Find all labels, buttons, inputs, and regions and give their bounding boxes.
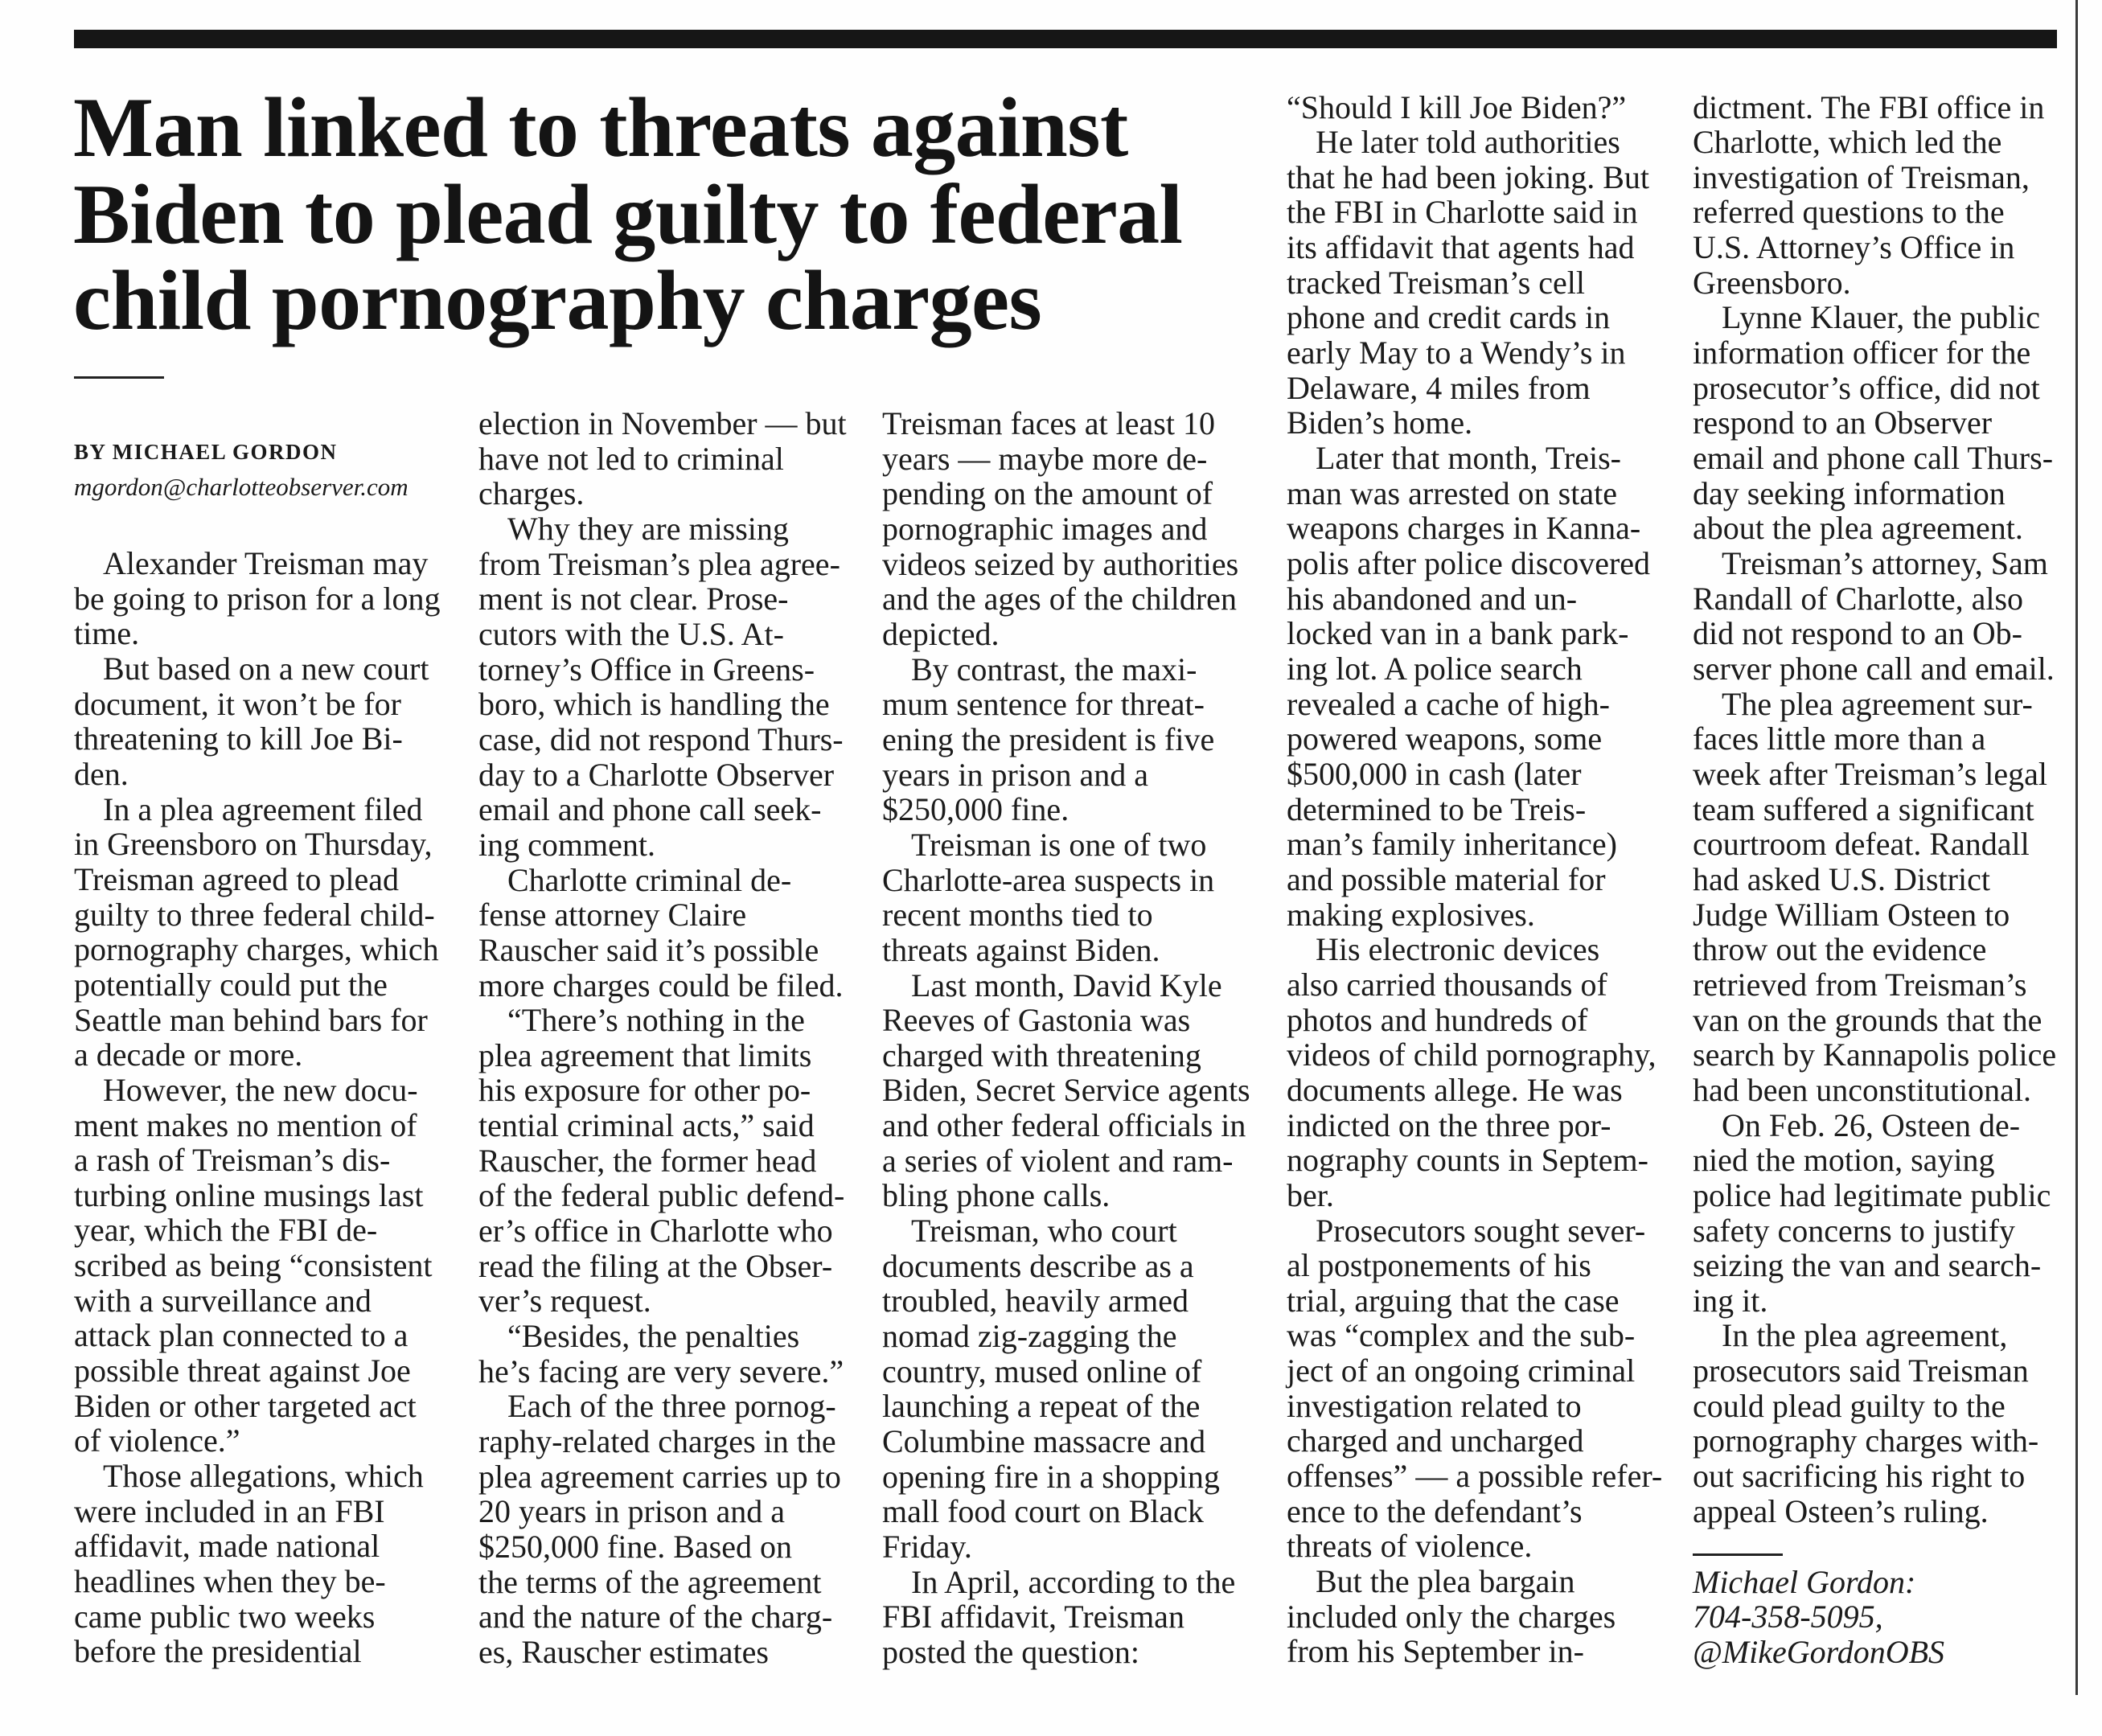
article-text-line: his abandoned and un- xyxy=(1287,580,1578,617)
article-text-line: information officer for the xyxy=(1693,334,2031,371)
article-text-line: Biden’s home. xyxy=(1287,404,1473,441)
article-text-line: Rauscher said it’s possible xyxy=(478,931,819,968)
article-text-line: Last month, David Kyle xyxy=(911,966,1222,1003)
article-text-line: depicted. xyxy=(882,615,1000,652)
article-text-line: referred questions to the xyxy=(1693,194,2005,231)
author-signoff xyxy=(1693,1565,1944,1670)
article-text-line: ject of an ongoing criminal xyxy=(1287,1352,1636,1389)
column-rule-right xyxy=(2075,0,2078,1695)
article-text-line: appeal Osteen’s ruling. xyxy=(1693,1492,1989,1529)
article-text-line: Biden, Secret Service agents xyxy=(882,1072,1250,1109)
article-text-line: es, Rauscher estimates xyxy=(478,1633,769,1670)
article-text-line: that he had been joking. But xyxy=(1287,158,1650,195)
article-text-line: “There’s nothing in the xyxy=(507,1002,805,1039)
article-text-line: “Should I kill Joe Biden?” xyxy=(1287,88,1627,125)
article-text-line: polis after police discovered xyxy=(1287,545,1651,582)
article-paragraph xyxy=(1287,932,1658,1213)
article-text-line: er’s office in Charlotte who xyxy=(478,1213,833,1250)
article-text-line: potentially could put the xyxy=(74,966,388,1003)
article-text-line: guilty to three federal child- xyxy=(74,896,435,933)
article-text-line: offenses” — a possible refer- xyxy=(1287,1458,1663,1495)
article-text-line: al postponements of his xyxy=(1287,1247,1591,1284)
article-paragraph xyxy=(882,1213,1254,1565)
article-text-line: have not led to criminal xyxy=(478,440,784,477)
article-text-line: Treisman’s attorney, Sam xyxy=(1722,545,2048,582)
article-text-line: 20 years in prison and a xyxy=(478,1493,786,1530)
article-text-line: about the plea agreement. xyxy=(1693,510,2023,547)
article-text-line: powered weapons, some xyxy=(1287,720,1603,757)
article-text-line: photos and hundreds of xyxy=(1287,1001,1588,1038)
article-text-line: had been unconstitutional. xyxy=(1693,1071,2032,1108)
article-text-line: and possible material for xyxy=(1287,860,1606,897)
article-text-line: recent months tied to xyxy=(882,897,1153,934)
article-text-line: Treisman faces at least 10 xyxy=(882,405,1215,441)
article-text-line: He later told authorities xyxy=(1316,124,1620,161)
article-text-line: Later that month, Treis- xyxy=(1316,440,1621,477)
article-text-line: the terms of the agreement xyxy=(478,1563,822,1600)
article-paragraph xyxy=(478,1319,850,1389)
article-text-line: Treisman agreed to plead xyxy=(74,860,399,897)
article-text-line: its affidavit that agents had xyxy=(1287,229,1635,266)
article-text-line: cutors with the U.S. At- xyxy=(478,615,784,652)
article-column-4 xyxy=(1287,88,1663,1670)
article-text-line: But based on a new court xyxy=(103,650,429,687)
article-text-line: documents describe as a xyxy=(882,1247,1194,1284)
article-text-line: pornographic images and xyxy=(882,510,1208,547)
article-text-line: charges. xyxy=(478,475,585,512)
article-text-line: before the presidential xyxy=(74,1633,362,1670)
article-paragraph xyxy=(882,968,1254,1214)
article-text-line: ence to the defendant’s xyxy=(1287,1492,1583,1529)
article-text-line: Charlotte criminal de- xyxy=(507,861,792,898)
article-text-line: ber. xyxy=(1287,1176,1334,1213)
article-text-line: ment is not clear. Prose- xyxy=(478,581,789,618)
headline-line: Biden to plead guilty to federal xyxy=(73,166,1183,261)
article-paragraph xyxy=(478,1003,850,1319)
article-text-line: Friday. xyxy=(882,1529,972,1565)
article-paragraph xyxy=(478,863,850,1003)
article-text-line: of violence.” xyxy=(74,1422,240,1459)
article-text-line: fense attorney Claire xyxy=(478,897,747,934)
article-text-line: His electronic devices xyxy=(1316,931,1600,968)
article-text-line: videos of child pornography, xyxy=(1287,1036,1657,1073)
article-text-line: scribed as being “consistent xyxy=(74,1247,433,1284)
article-text-line: Treisman is one of two xyxy=(911,826,1207,863)
article-text-line: locked van in a bank park- xyxy=(1287,615,1629,652)
article-text-line: prosecutors said Treisman xyxy=(1693,1352,2029,1389)
article-text-line: time. xyxy=(74,615,140,652)
article-text-line: from his September in- xyxy=(1287,1633,1584,1670)
article-text-line: had asked U.S. District xyxy=(1693,860,1990,897)
article-text-line: By contrast, the maxi- xyxy=(911,650,1197,687)
article-text-line: Charlotte, which led the xyxy=(1693,124,2002,161)
article-text-line: came public two weeks xyxy=(74,1598,376,1635)
article-text-line: threats against Biden. xyxy=(882,931,1160,968)
signoff-rule xyxy=(1693,1553,1783,1556)
article-paragraph xyxy=(1287,90,1658,125)
article-text-line: ver’s request. xyxy=(478,1283,651,1319)
article-text-line: Each of the three pornog- xyxy=(507,1388,836,1425)
article-text-line: indicted on the three por- xyxy=(1287,1106,1611,1143)
article-paragraph xyxy=(882,1565,1254,1670)
article-text-line: man’s family inheritance) xyxy=(1287,826,1617,863)
article-text-line: courtroom defeat. Randall xyxy=(1693,826,2030,863)
article-text-line: server phone call and email. xyxy=(1693,650,2055,687)
article-paragraph xyxy=(478,511,850,863)
article-paragraph xyxy=(74,792,445,1073)
article-text-line: ening the president is five xyxy=(882,720,1215,757)
article-paragraph xyxy=(74,651,445,792)
article-text-line: pending on the amount of xyxy=(882,475,1213,512)
article-paragraph xyxy=(1287,441,1658,932)
article-text-line: throw out the evidence xyxy=(1693,931,1987,968)
article-paragraph xyxy=(1693,90,2064,301)
article-text-line: nied the motion, saying xyxy=(1693,1142,1995,1179)
article-text-line: investigation of Treisman, xyxy=(1693,158,2030,195)
article-text-line: prosecutor’s office, did not xyxy=(1693,369,2040,406)
byline-rule xyxy=(74,376,164,379)
article-paragraph xyxy=(882,652,1254,827)
article-text-line: election in November — but xyxy=(478,405,847,441)
headline-line: Man linked to threats against xyxy=(73,80,1128,174)
article-paragraph xyxy=(478,1389,850,1669)
article-text-line: document, it won’t be for xyxy=(74,685,401,722)
article-text-line: Delaware, 4 miles from xyxy=(1287,369,1591,406)
article-text-line: a rash of Treisman’s dis- xyxy=(74,1142,391,1179)
article-text-line: revealed a cache of high- xyxy=(1287,685,1610,722)
article-text-line: affidavit, made national xyxy=(74,1528,380,1565)
signoff-name: Michael Gordon: xyxy=(1693,1563,1916,1600)
article-text-line: his exposure for other po- xyxy=(478,1072,811,1109)
article-text-line: threatening to kill Joe Bi- xyxy=(74,720,403,757)
article-text-line: investigation related to xyxy=(1287,1387,1582,1424)
article-text-line: boro, which is handling the xyxy=(478,686,830,723)
article-text-line: tential criminal acts,” said xyxy=(478,1107,815,1144)
headline xyxy=(73,80,1183,347)
article-text-line: making explosives. xyxy=(1287,896,1535,933)
article-text-line: Treisman, who court xyxy=(911,1213,1177,1250)
article-text-line: FBI affidavit, Treisman xyxy=(882,1599,1184,1635)
article-text-line: turbing online musings last xyxy=(74,1176,424,1213)
article-text-line: email and phone call Thurs- xyxy=(1693,440,2054,477)
article-text-line: Judge William Osteen to xyxy=(1693,896,2010,933)
article-text-line: of the federal public defend- xyxy=(478,1177,845,1214)
article-text-line: ing lot. A police search xyxy=(1287,650,1583,687)
article-text-line: could plead guilty to the xyxy=(1693,1387,2006,1424)
article-text-line: more charges could be filed. xyxy=(478,966,844,1003)
article-paragraph xyxy=(74,1459,445,1669)
article-paragraph xyxy=(1287,125,1658,441)
article-paragraph xyxy=(882,406,1254,652)
article-text-line: a decade or more. xyxy=(74,1036,303,1073)
article-text-line: possible threat against Joe xyxy=(74,1352,411,1389)
article-paragraph xyxy=(74,1073,445,1459)
article-text-line: $250,000 fine. xyxy=(882,791,1069,828)
article-paragraph xyxy=(1693,687,2064,1108)
article-text-line: torney’s Office in Greens- xyxy=(478,650,815,687)
article-text-line: from Treisman’s plea agree- xyxy=(478,545,840,582)
article-text-line: the FBI in Charlotte said in xyxy=(1287,194,1638,231)
article-text-line: also carried thousands of xyxy=(1287,966,1607,1003)
article-text-line: retrieved from Treisman’s xyxy=(1693,966,2027,1003)
article-text-line: Prosecutors sought sever- xyxy=(1316,1212,1646,1249)
article-text-line: faces little more than a xyxy=(1693,720,1986,757)
article-text-line: man was arrested on state xyxy=(1287,474,1617,511)
article-text-line: did not respond to an Ob- xyxy=(1693,615,2022,652)
article-text-line: case, did not respond Thurs- xyxy=(478,720,844,757)
article-text-line: But the plea bargain xyxy=(1316,1563,1575,1600)
article-text-line: However, the new docu- xyxy=(103,1071,418,1108)
article-text-line: mall food court on Black xyxy=(882,1493,1204,1530)
byline-author: BY MICHAEL GORDON xyxy=(74,440,338,464)
article-text-line: years — maybe more de- xyxy=(882,440,1208,477)
article-text-line: ing it. xyxy=(1693,1282,1768,1319)
article-text-line: U.S. Attorney’s Office in xyxy=(1693,229,2015,266)
article-text-line: In the plea agreement, xyxy=(1722,1317,2008,1354)
article-text-line: “Besides, the penalties xyxy=(507,1318,800,1355)
article-text-line: In a plea agreement filed xyxy=(103,790,423,827)
signoff-phone: 704-358-5095, xyxy=(1693,1599,1883,1635)
headline-line: child pornography charges xyxy=(73,253,1042,347)
article-text-line: plea agreement that limits xyxy=(478,1036,812,1073)
article-text-line: and the nature of the charg- xyxy=(478,1599,833,1635)
article-text-line: charged and uncharged xyxy=(1287,1422,1584,1459)
article-text-line: day seeking information xyxy=(1693,474,2006,511)
article-text-line: Lynne Klauer, the public xyxy=(1722,299,2041,336)
article-text-line: week after Treisman’s legal xyxy=(1693,755,2047,792)
top-rule xyxy=(74,30,2057,48)
article-text-line: ing comment. xyxy=(478,826,655,863)
article-text-line: included only the charges xyxy=(1287,1598,1616,1635)
article-text-line: Charlotte-area suspects in xyxy=(882,861,1215,898)
article-text-line: Reeves of Gastonia was xyxy=(882,1002,1191,1039)
article-text-line: den. xyxy=(74,755,129,792)
article-text-line: mum sentence for threat- xyxy=(882,686,1205,723)
article-paragraph xyxy=(1693,300,2064,546)
article-text-line: and other federal officials in xyxy=(882,1107,1246,1144)
article-text-line: Why they are missing xyxy=(507,510,789,547)
article-text-line: Those allegations, which xyxy=(103,1458,424,1495)
article-text-line: year, which the FBI de- xyxy=(74,1212,378,1249)
article-text-line: team suffered a significant xyxy=(1693,790,2034,827)
article-text-line: Biden or other targeted act xyxy=(74,1387,417,1424)
article-text-line: van on the grounds that the xyxy=(1693,1001,2042,1038)
article-text-line: determined to be Treis- xyxy=(1287,790,1587,827)
article-text-line: The plea agreement sur- xyxy=(1722,685,2033,722)
article-paragraph xyxy=(1287,1212,1663,1565)
article-text-line: in Greensboro on Thursday, xyxy=(74,826,433,863)
article-text-line: tracked Treisman’s cell xyxy=(1287,264,1586,301)
article-paragraph xyxy=(1693,1318,2064,1529)
article-column-2 xyxy=(478,406,850,1670)
article-text-line: respond to an Observer xyxy=(1693,404,1993,441)
article-text-line: plea agreement carries up to xyxy=(478,1458,841,1495)
article-text-line: and the ages of the children xyxy=(882,581,1237,618)
article-text-line: Greensboro. xyxy=(1693,264,1851,301)
article-text-line: years in prison and a xyxy=(882,756,1149,793)
article-text-line: ment makes no mention of xyxy=(74,1106,417,1143)
article-text-line: he’s facing are very severe.” xyxy=(478,1352,844,1389)
article-paragraph xyxy=(74,546,445,651)
article-text-line: nography counts in Septem- xyxy=(1287,1142,1648,1179)
article-text-line: posted the question: xyxy=(882,1633,1139,1670)
article-text-line: In April, according to the xyxy=(911,1563,1236,1600)
signoff-handle: @MikeGordonOBS xyxy=(1693,1633,1945,1670)
article-text-line: charged with threatening xyxy=(882,1036,1201,1073)
article-text-line: Randall of Charlotte, also xyxy=(1693,580,2024,617)
article-text-line: pornography charges with- xyxy=(1693,1422,2039,1459)
article-text-line: pornography charges, which xyxy=(74,931,439,968)
article-text-line: email and phone call seek- xyxy=(478,791,822,828)
article-text-line: On Feb. 26, Osteen de- xyxy=(1722,1106,2021,1143)
article-text-line: trial, arguing that the case xyxy=(1287,1282,1620,1319)
byline-email: mgordon@charlotteobserver.com xyxy=(74,473,408,501)
article-text-line: safety concerns to justify xyxy=(1693,1212,2015,1249)
article-paragraph xyxy=(1287,1564,1658,1669)
article-column-1 xyxy=(74,546,445,1669)
article-text-line: Rauscher, the former head xyxy=(478,1142,817,1179)
article-text-line: Alexander Treisman may xyxy=(103,545,429,581)
article-text-line: dictment. The FBI office in xyxy=(1693,88,2045,125)
article-text-line: day to a Charlotte Observer xyxy=(478,756,835,793)
article-text-line: $250,000 fine. Based on xyxy=(478,1529,792,1565)
article-paragraph xyxy=(1693,1108,2064,1319)
article-paragraph xyxy=(882,827,1254,968)
article-text-line: attack plan connected to a xyxy=(74,1317,408,1354)
article-text-line: bling phone calls. xyxy=(882,1177,1111,1214)
article-text-line: a series of violent and ram- xyxy=(882,1142,1234,1179)
article-text-line: Columbine massacre and xyxy=(882,1423,1206,1460)
article-text-line: was “complex and the sub- xyxy=(1287,1317,1636,1354)
article-text-line: out sacrificing his right to xyxy=(1693,1458,2026,1495)
article-text-line: Seattle man behind bars for xyxy=(74,1001,428,1038)
article-text-line: with a surveillance and xyxy=(74,1282,372,1319)
article-text-line: seizing the van and search- xyxy=(1693,1247,2042,1284)
article-text-line: read the filing at the Obser- xyxy=(478,1247,833,1284)
article-text-line: police had legitimate public xyxy=(1693,1176,2051,1213)
article-text-line: threats of violence. xyxy=(1287,1528,1533,1565)
article-column-5 xyxy=(1693,90,2064,1529)
article-column-3 xyxy=(882,406,1254,1670)
article-text-line: country, mused online of xyxy=(882,1352,1202,1389)
article-text-line: phone and credit cards in xyxy=(1287,299,1611,336)
article-text-line: were included in an FBI xyxy=(74,1492,385,1529)
article-text-line: search by Kannapolis police xyxy=(1693,1036,2057,1073)
article-text-line: raphy-related charges in the xyxy=(478,1423,836,1460)
article-paragraph xyxy=(1693,546,2064,687)
article-text-line: documents allege. He was xyxy=(1287,1071,1623,1108)
article-text-line: be going to prison for a long xyxy=(74,580,441,617)
article-text-line: opening fire in a shopping xyxy=(882,1458,1220,1495)
article-text-line: weapons charges in Kanna- xyxy=(1287,510,1641,547)
article-text-line: headlines when they be- xyxy=(74,1563,386,1600)
article-text-line: $500,000 in cash (later xyxy=(1287,755,1582,792)
article-text-line: videos seized by authorities xyxy=(882,545,1239,582)
article-text-line: early May to a Wendy’s in xyxy=(1287,334,1626,371)
article-text-line: launching a repeat of the xyxy=(882,1388,1201,1425)
article-text-line: troubled, heavily armed xyxy=(882,1283,1189,1319)
article-text-line: nomad zig-zagging the xyxy=(882,1318,1177,1355)
article-paragraph xyxy=(478,406,850,511)
